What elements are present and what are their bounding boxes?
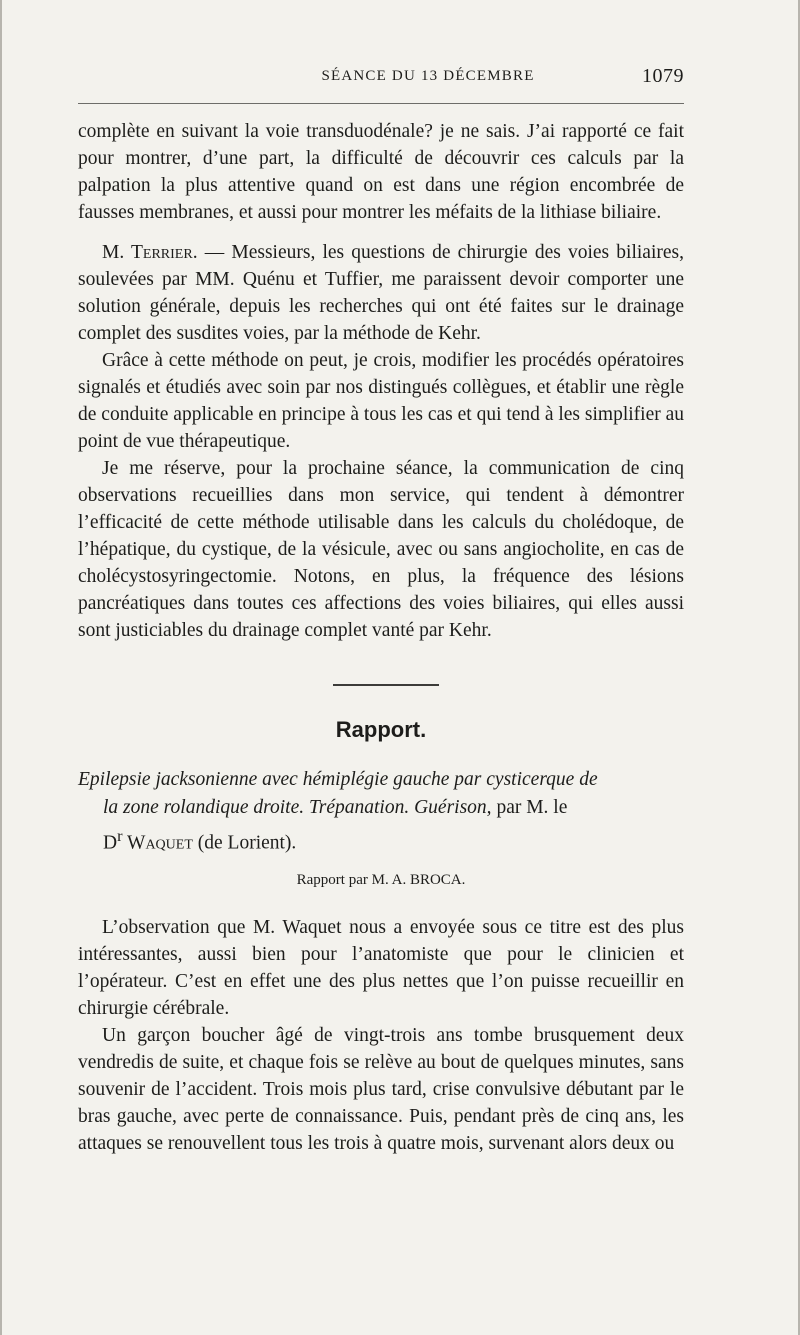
page-number: 1079 xyxy=(642,65,684,87)
report-title-line-2-tail: par M. le xyxy=(491,797,568,818)
report-author: Rapport par M. A. BROCA. xyxy=(296,871,466,888)
paragraph-1: complète en suivant la voie transduodénale? je ne sais. J’ai rapporté ce fait pour montrer, d’une part, la difficulté de découvrir ces calculs par la palpation la plus attentive quand on est dans une région encombrée de fausses membranes, et aussi pour montrer les méfaits de la lithiase biliaire. xyxy=(78,121,684,223)
spacer xyxy=(78,744,684,766)
paragraph-2 xyxy=(78,239,684,347)
header-rule xyxy=(78,103,684,104)
paragraph-2-text: — Messieurs, les questions de chirurgie des voies biliaires, soulevées par MM. Quénu et Tuffier, me paraissent devoir comporter une solution générale, depuis les recherches qui ont été faites sur le drainage complet des susdites voies, par la méthode de Kehr. xyxy=(78,242,684,344)
running-head xyxy=(78,66,684,96)
body-text xyxy=(78,118,684,1157)
report-title-line-1-text: Epilepsie jacksonienne avec hémiplégie gauche par cysticerque de xyxy=(78,769,598,790)
section-rule xyxy=(333,684,439,686)
paragraph-3: Grâce à cette méthode on peut, je crois, modifier les procédés opératoires signalés et étudiés avec soin par nos distingués collègues, et établir une règle de conduite applicable en principe à tous les cas et qui tend à les simplifier au point de vue thérapeutique. xyxy=(78,350,684,452)
spacer xyxy=(78,226,684,239)
report-title-location: (de Lorient). xyxy=(192,832,297,854)
spacer xyxy=(78,858,684,868)
report-title-line-3 xyxy=(78,822,684,858)
running-title: SÉANCE DU 13 DÉCEMBRE xyxy=(321,68,535,84)
paragraph-4: Je me réserve, pour la prochaine séance, la communication de cinq observations recueillies dans mon service, qui tendent à démontrer l’efficacité de cette méthode utilisable dans les calculs du cholédoque, de l’hépatique, du cystique, de la vésicule, avec ou sans angiocholite, en cas de cholécystosyringectomie. Notons, en plus, la fréquence des lésions pancréatiques dans toutes ces affections des voies biliaires, qui elles aussi sont justiciables du drainage complet vanté par Kehr. xyxy=(78,458,684,641)
report-title xyxy=(78,766,684,858)
report-title-line-2-italic: la zone rolandique droite. Trépanation. Guérison, xyxy=(103,797,492,818)
spacer xyxy=(78,892,684,914)
speaker-name: M. Terrier. xyxy=(102,242,198,263)
report-title-line-2 xyxy=(78,794,684,822)
report-title-line-1 xyxy=(78,766,684,794)
paragraph-6: Un garçon boucher âgé de vingt-trois ans tombe brusquement deux vendredis de suite, et chaque fois se relève au bout de quelques minutes, sans souvenir de l’accident. Trois mois plus tard, crise convulsive débutant par le bras gauche, avec perte de connaissance. Puis, pendant près de cinq ans, les attaques se renouvellent tous les trois à quatre mois, survenant alors deux ou xyxy=(78,1024,684,1154)
section-divider xyxy=(78,644,684,716)
paragraph-5: L’observation que M. Waquet nous a envoyée sous ce titre est des plus intéressantes, aussi bien pour l’anatomiste que pour le clinicien et l’opérateur. C’est en effet une des plus nettes que l’on puisse recueillir en chirurgie cérébrale. xyxy=(78,916,684,1019)
left-edge-shadow xyxy=(0,0,2,1335)
report-title-doctor: D xyxy=(103,832,118,854)
report-title-doctor-sup: r xyxy=(117,827,123,845)
section-title: Rapport. xyxy=(335,717,427,742)
report-title-name: Waquet xyxy=(122,832,193,854)
